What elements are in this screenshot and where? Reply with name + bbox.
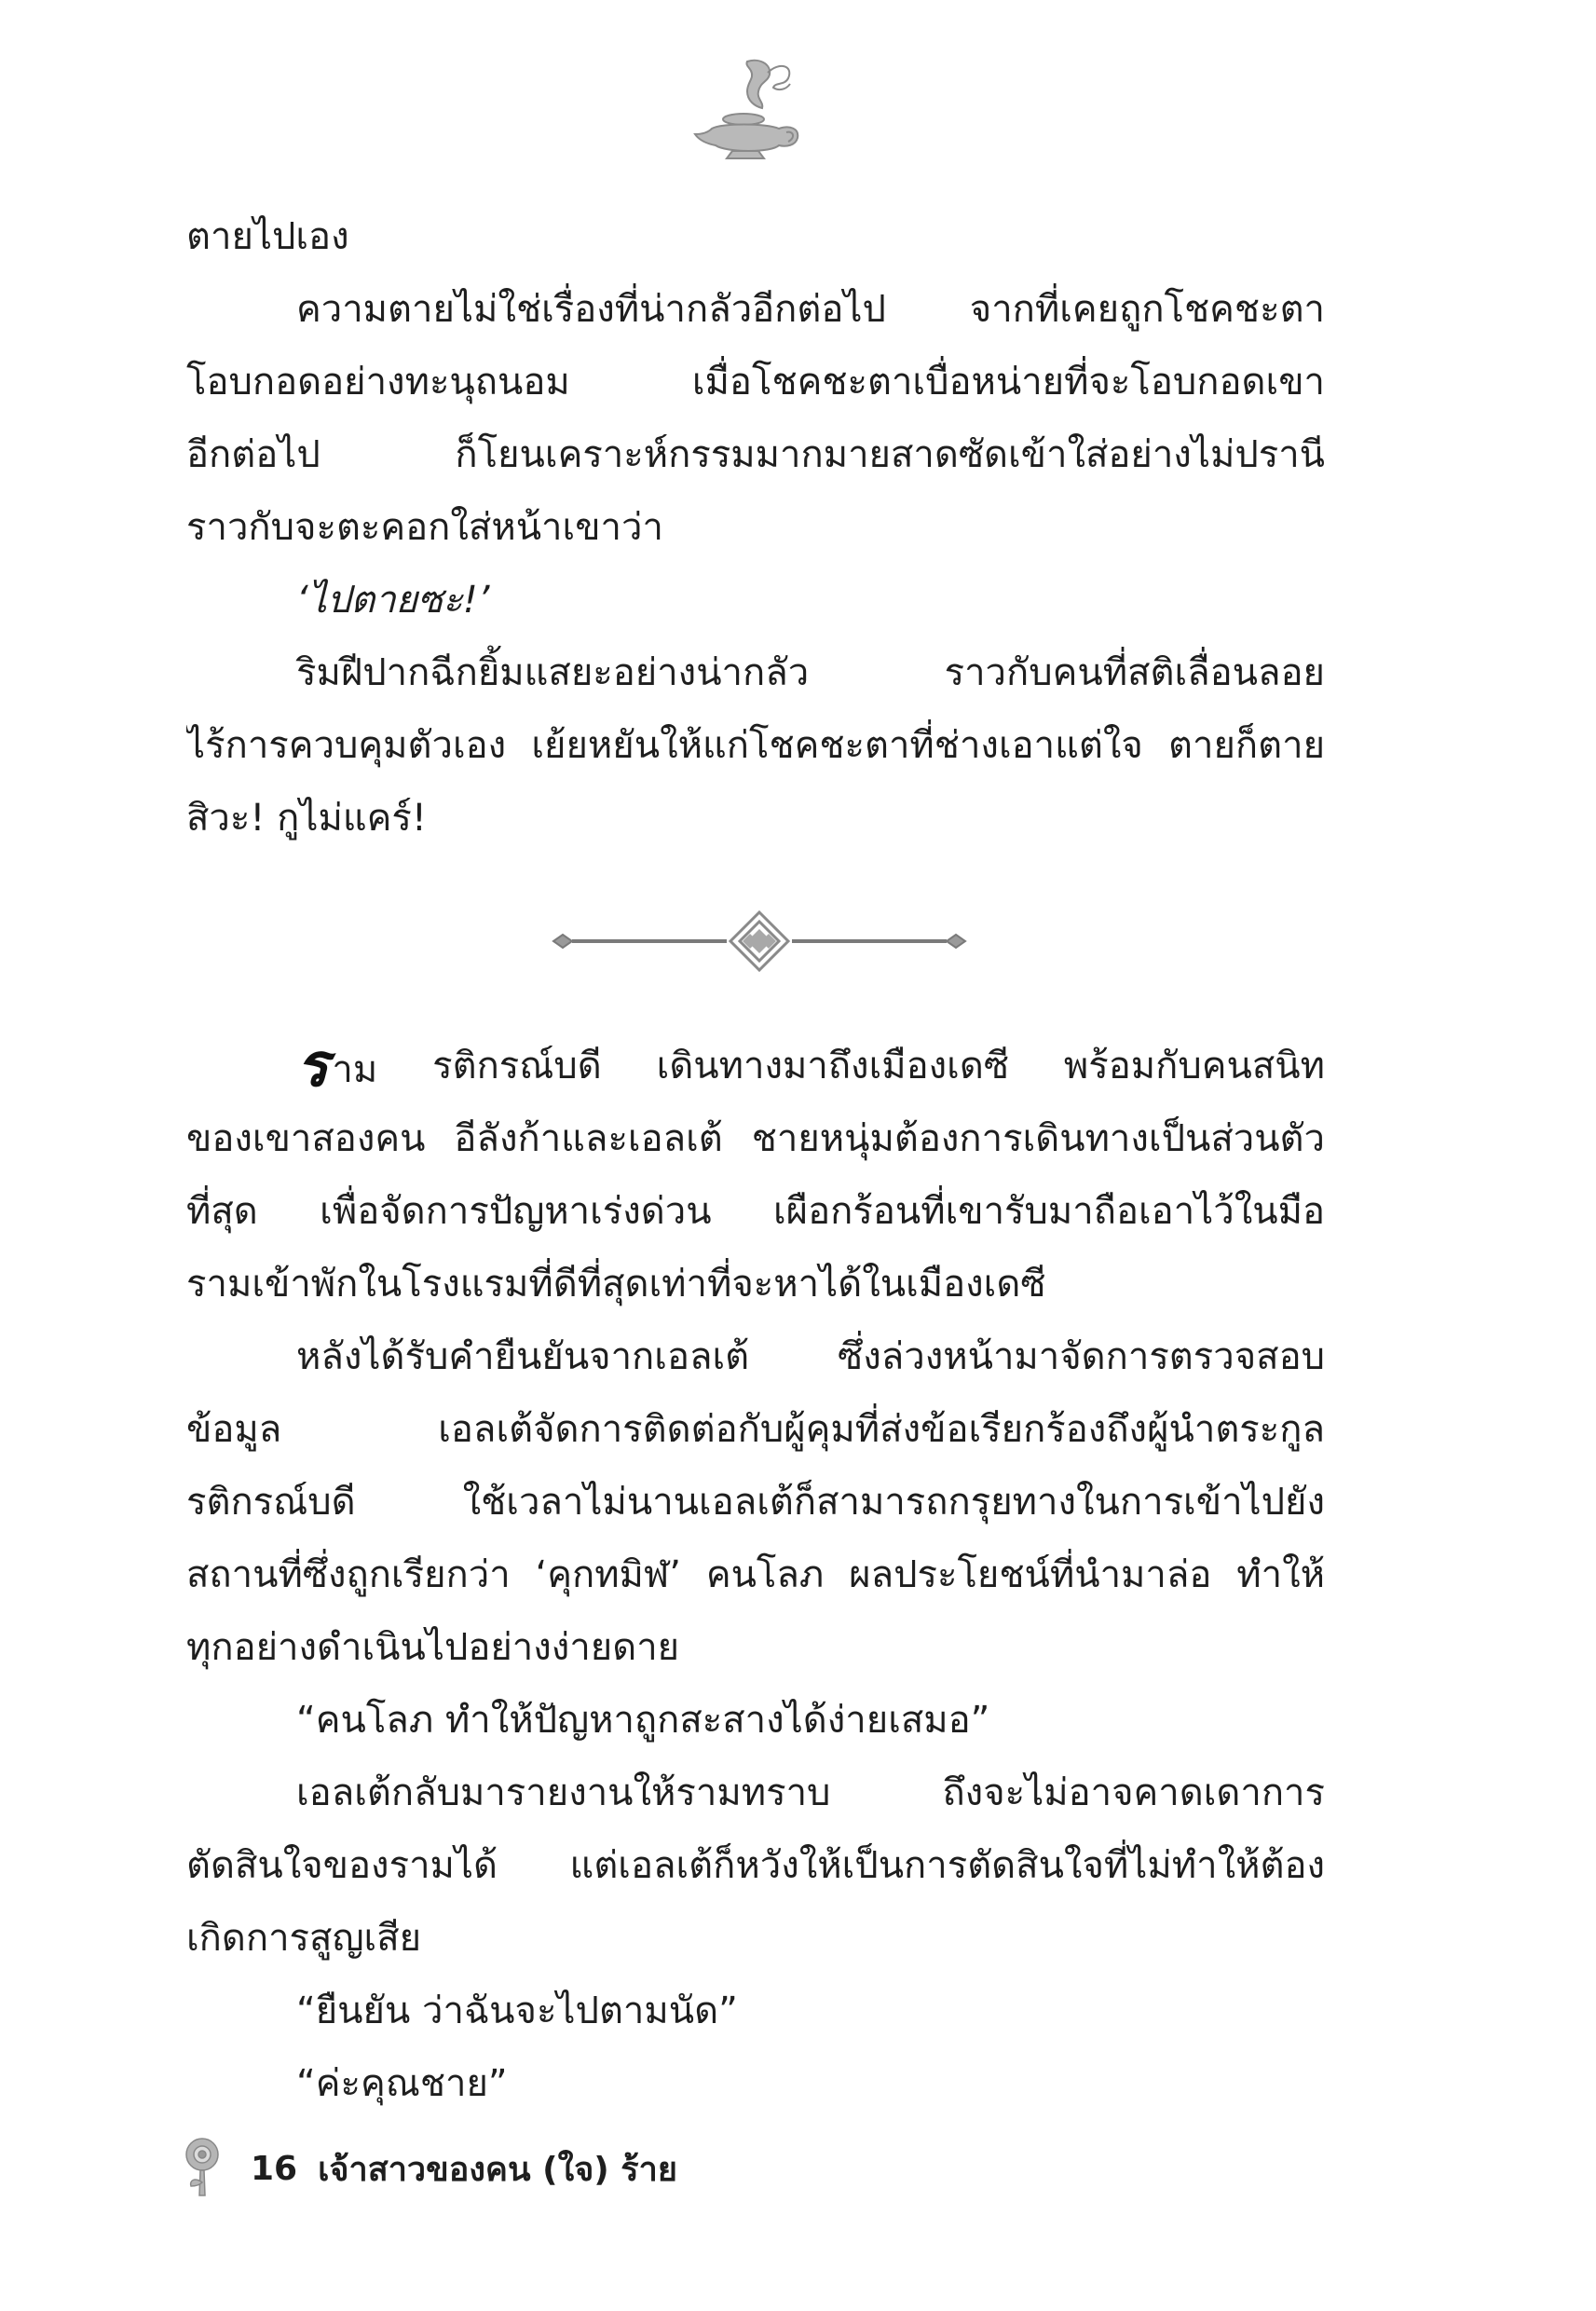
drop-cap: ร — [296, 1031, 329, 1101]
word: ตัดสินใจของรามได้ — [186, 1844, 498, 1887]
text-line: ‘ไปตายซะ!’ — [296, 579, 490, 622]
text-line: เกิดการสูญเสีย — [186, 1917, 422, 1960]
text-line — [186, 1102, 1325, 1175]
word: อีลังก้าและเอลเต้ — [454, 1117, 723, 1160]
word: ‘คุกทมิฬ’ — [535, 1553, 681, 1596]
word: คนโลภ — [705, 1553, 825, 1596]
text-line — [186, 346, 1325, 418]
word: ตายก็ตาย — [1168, 724, 1325, 767]
word: ราวกับคนที่สติเลื่อนลอย — [944, 651, 1325, 694]
word: ผลประโยชน์ที่นำมาล่อ — [849, 1553, 1212, 1596]
text-line: “ค่ะคุณชาย” — [296, 2062, 508, 2105]
diamond-ornament-divider — [550, 909, 969, 974]
word: เผือกร้อนที่เขารับมาถือเอาไว้ในมือ — [773, 1190, 1325, 1233]
text-line: ตายไปเอง — [186, 215, 349, 258]
text-line: รามเข้าพักในโรงแรมที่ดีที่สุดเท่าที่จะหาได้ในเมืองเดซี — [186, 1263, 1046, 1306]
word: ความตายไม่ใช่เรื่องที่น่ากลัวอีกต่อไป — [296, 288, 886, 331]
word: รติกรณ์บดี — [432, 1045, 602, 1087]
word: เพื่อจัดการปัญหาเร่งด่วน — [320, 1190, 712, 1233]
text-line — [186, 1175, 1325, 1248]
page-footer — [182, 2136, 677, 2201]
word: ข้อมูล — [186, 1408, 282, 1451]
page-number: 16 — [251, 2149, 298, 2188]
text-line: ราวกับจะตะคอกใส่หน้าเขาว่า — [186, 506, 663, 549]
word: สถานที่ซึ่งถูกเรียกว่า — [186, 1553, 511, 1596]
word: ชายหนุ่มต้องการเดินทางเป็นส่วนตัว — [751, 1117, 1325, 1160]
word: หลังได้รับคำยืนยันจากเอลเต้ — [296, 1335, 750, 1378]
text-line — [186, 1393, 1325, 1466]
text-line — [186, 418, 1325, 491]
word: เดินทางมาถึงเมืองเดซี — [656, 1045, 1009, 1087]
word: ใช้เวลาไม่นานเอลเต้ก็สามารถกรุยทางในการเข้าไปยัง — [462, 1481, 1325, 1524]
book-title: เจ้าสาวของคน (ใจ) ร้าย — [318, 2150, 677, 2189]
flower-emblem-icon — [182, 2136, 223, 2201]
text-line: สิวะ! กูไม่แคร์! — [186, 797, 427, 840]
word: พร้อมกับคนสนิท — [1063, 1045, 1325, 1087]
word: เมื่อโชคชะตาเบื่อหน่ายที่จะโอบกอดเขา — [691, 361, 1325, 403]
word: รติกรณ์บดี — [186, 1481, 356, 1524]
word: โอบกอดอย่างทะนุถนอม — [186, 361, 570, 403]
word: ซึ่งล่วงหน้ามาจัดการตรวจสอบ — [838, 1335, 1325, 1378]
word: ทำให้ — [1236, 1553, 1325, 1596]
word: เอลเต้จัดการติดต่อกับผู้คุมที่ส่งข้อเรียกร้องถึงผู้นำตระกูล — [438, 1408, 1325, 1451]
text-line — [186, 709, 1325, 782]
word: ของเขาสองคน — [186, 1117, 426, 1160]
word: ก็โยนเคราะห์กรรมมากมายสาดซัดเข้าใส่อย่างไม่ปรานี — [455, 433, 1325, 476]
text-line: ทุกอย่างดำเนินไปอย่างง่ายดาย — [186, 1626, 680, 1669]
word: ที่สุด — [186, 1190, 258, 1233]
paragraph-block-1 — [186, 200, 1325, 855]
text-line — [186, 1829, 1325, 1902]
text-line — [186, 1757, 1325, 1829]
paragraph-block-2 — [186, 1030, 1325, 2120]
text-line — [186, 1466, 1325, 1538]
genie-lamp-icon — [689, 54, 811, 164]
text-line — [186, 1320, 1325, 1393]
word: ไร้การควบคุมตัวเอง — [186, 724, 507, 767]
text-line — [186, 636, 1325, 709]
word: เอลเต้กลับมารายงานให้รามทราบ — [296, 1771, 831, 1814]
word: จากที่เคยถูกโชคชะตา — [969, 288, 1325, 331]
text-line: “คนโลภ ทำให้ปัญหาถูกสะสางได้ง่ายเสมอ” — [296, 1699, 990, 1742]
text-line — [186, 273, 1325, 346]
word: เย้ยหยันให้แก่โชคชะตาที่ช่างเอาแต่ใจ — [531, 724, 1143, 767]
word: ถึงจะไม่อาจคาดเดาการ — [942, 1771, 1325, 1814]
word: อีกต่อไป — [186, 433, 321, 476]
text-line: “ยืนยัน ว่าฉันจะไปตามนัด” — [296, 1990, 738, 2032]
text-line — [186, 1538, 1325, 1611]
word: แต่เอลเต้ก็หวังให้เป็นการตัดสินใจที่ไม่ทำให้ต้อง — [569, 1844, 1325, 1887]
word: ริมฝีปากฉีกยิ้มแสยะอย่างน่ากลัว — [296, 651, 810, 694]
text-line-with-dropcap: ร าม รติกรณ์บดี เดินทางมาถึงเมืองเดซี พร้อมกับคนสนิท — [296, 1031, 1325, 1101]
